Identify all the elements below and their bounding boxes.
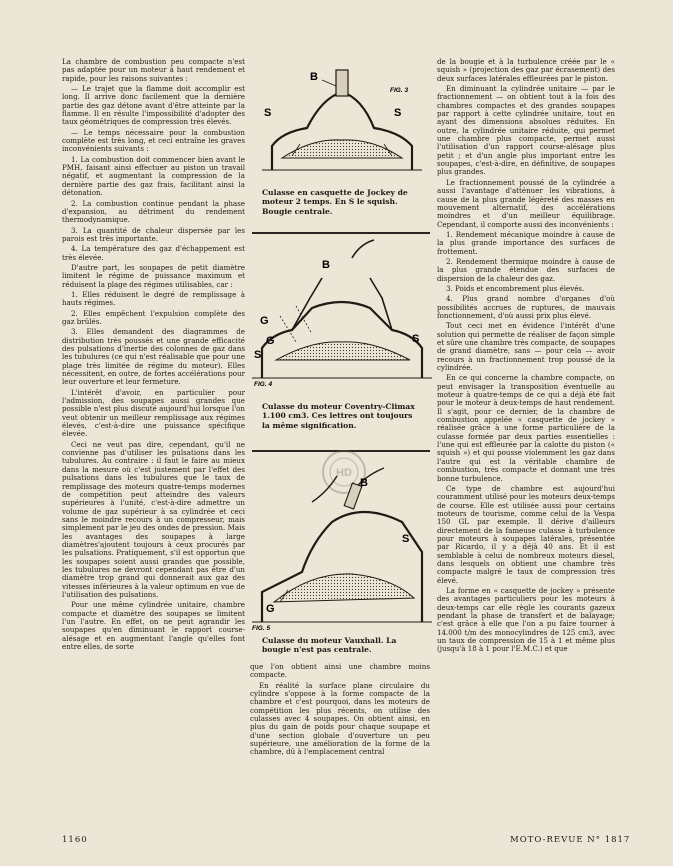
middle-text-column (250, 663, 430, 828)
paragraph: 1. La combustion doit commencer bien avant le PMH, faisant ainsi effectuer au piston un travail négatif, et augmentant la compression de la dernière partie des gaz frais, facilitant ainsi la détonation. (62, 154, 245, 198)
paragraph: 1. Elles réduisent le degré de remplissage à hauts régimes. (62, 289, 245, 308)
paragraph: Ce type de chambre est aujourd'hui couramment utilisé pour les moteurs deux-temps de course. Elle est utilisée aussi pour certains moteurs de tourisme, comme celui de la Vespa 150 GL par exemple. Il dérive d'ailleurs directement de la fameuse culasse à turbulence pour moteurs à soupapes latérales, présentée par Ricardo, il y a déjà 40 ans. Et il est semblable à celui de nombreux moteurs diesel, dans lesquels on obtient une chambre très compacte malgré le taux de compression très élevé. (437, 483, 615, 585)
magazine-issue: MOTO-REVUE N° 1817 (510, 835, 631, 845)
label-s-right: S (394, 107, 402, 119)
paragraph: Ceci ne veut pas dire, cependant, qu'il ne convienne pas d'utiliser les pulsations dans les tubulures. Au contraire : il faut le faire au mieux dans la mesure où c'est justement par l'effet des pulsations dans les tubulures que le taux de remplissage des moteurs quatre-temps modernes de compétition peut atteindre des valeurs supérieures à l'unité, c'est-à-dire admettre un volume de gaz supérieur à sa cylindrée et ceci sans le moindre recours à un compresseur, mais simplement par le jeu des ondes de pression. Mais les avantages des soupapes à large diamètres'ajoutent toujours à ceux procurés par les pulsations. Pratiquement, s'il est opportun que les soupapes soient aussi grandes que possible, les tubulures ne devront cependant pas être d'un diamètre trop grand qui donnerait aux gaz des vitesses inférieures à la valeur optimum en vue de l'utilisation des pulsations. (62, 439, 245, 599)
label-b: B (322, 259, 330, 271)
paragraph: 1. Rendement mécanique moindre à cause de la plus grande importance des surfaces de frottement. (437, 229, 615, 256)
cylinder-head-diagram (252, 462, 432, 632)
left-text-column (62, 58, 245, 828)
paragraph: La forme en « casquette de jockey » présente des avantages particuliers pour les moteurs à deux-temps car elle règle les courants gazeux pendant la phase de transfert et de balayage; c'est grâce à elle que l'on a pu faire tourner à 14.000 t/m des monocylindres de 125 cm3, avec un taux de compression de 15 à 1 et même plus (jusqu'à 18 à 1 pour l'E.M.C.) et que (437, 585, 615, 654)
paragraph: — Le temps nécessaire pour la combustion complète est très long, et ceci entraîne les graves inconvénients suivants : (62, 127, 245, 154)
svg-text:HD: HD (336, 467, 352, 479)
label-s-left: S (264, 107, 272, 119)
paragraph: L'intérêt d'avoir, en particulier pour l'admission, des soupapes aussi grandes que possible n'est plus discuté aujourd'hui lorsque l'on veut obtenir un meilleur remplissage aux régimes élevés, c'est-à-dire une puissance spécifique élevée. (62, 387, 245, 439)
figure-tag: FIG. 3 (390, 87, 409, 94)
paragraph: 3. Elles demandent des diagrammes de distribution très poussés et une grande efficacité des pulsations d'inertie des colonnes de gaz dans les tubulures (ce qui n'est réalisable que pour une plage très limitée de régime du moteur). Elles nécessitent, en outre, de fortes accélérations pour leur ouverture et leur fermeture. (62, 327, 245, 387)
paragraph: D'autre part, les soupapes de petit diamètre limitent le régime de puissance maximum et réduisent la plage des régimes utilisables, car : (62, 262, 245, 289)
figure-4 (252, 238, 432, 388)
paragraph: Pour une même cylindrée unitaire, chambre compacte et diamètre des soupapes se limitent l'un l'autre. En effet, on ne peut agrandir les soupapes qu'en diminuant le rapport course-alésage et en augmentant l'angle qu'elles font entre elles, de sorte (62, 600, 245, 652)
label-b: B (360, 477, 368, 489)
figure-3-caption: Culasse en casquette de Jockey de moteur 2 temps. En S le squish. Bougie centrale. (262, 188, 408, 216)
paragraph: 2. Elles empêchent l'expulsion complète des gaz brûlés. (62, 308, 245, 326)
paragraph: En ce qui concerne la chambre compacte, on peut envisager la transposition éventuelle au moteur à quatre-temps de ce qui a déjà été fait pour le moteur à deux-temps de haut rendement. Il s'agit, pour ce dernier, de la chambre de combustion appelée « casquette de jockey » réalisée grâce à une forme particulière de la culasse formée par deux parties essentielles : l'une qui est effleurée par la calotte du piston (« squish ») et qui pousse violemment les gaz dans l'autre qui est la véritable chambre de combustion, très compacte et donnant une très bonne turbulence. (437, 373, 615, 483)
paragraph: Tout ceci met en évidence l'intérêt d'une solution qui permette de réaliser de façon simple et sûre une chambre très compacte, de soupapes de grand diamètre, sans — pour cela — avoir recours à un fractionnement trop poussé de la cylindrée. (437, 321, 615, 373)
paragraph: 2. La combustion continue pendant la phase d'expansion, au détriment du rendement thermodynamique. (62, 198, 245, 225)
figure-5 (252, 462, 432, 632)
label-s-left: S (254, 349, 262, 361)
paragraph: Le fractionnement poussé de la cylindrée a aussi l'avantage d'atténuer les vibrations, à cause de la plus grande légèreté des masses en mouvement alternatif, des accélérations moindres et d'un meilleur équilibrage. Cependant, il comporte aussi des inconvénients : (437, 177, 615, 229)
label-g: G (266, 603, 275, 615)
label-g-left-2: G (266, 335, 275, 347)
paragraph: 3. La quantité de chaleur dispersée par les parois est très importante. (62, 225, 245, 243)
paragraph: de la bougie et à la turbulence créée par le « squish » (projection des gaz par écrasement) des deux surfaces latérales effleurées par le piston. (437, 58, 615, 83)
paragraph: En diminuant la cylindrée unitaire — par le fractionnement — on obtient tout à la fois des chambres compactes et des grandes soupapes par rapport à cette cylindrée unitaire, tout en ayant des dimensions absolues réduites. En outre, la cylindrée unitaire réduite, qui permet une chambre plus compacte, permet aussi l'utilisation d'un rapport course-alésage plus petit ; et d'un angle plus important entre les soupapes, c'est-à-dire, en définitive, de soupapes plus grandes. (437, 84, 615, 177)
cylinder-head-diagram (252, 238, 432, 388)
right-text-column (437, 58, 615, 828)
cylinder-head-diagram (252, 58, 432, 183)
figure-tag: FIG. 4 (254, 381, 273, 388)
figure-3 (252, 58, 432, 183)
label-b: B (310, 71, 318, 83)
paragraph: 4. Plus grand nombre d'organes d'où possibilités accrues de ruptures, de mauvais fonctionnement, d'où aussi prix plus élevé. (437, 294, 615, 320)
figure-tag: FIG. 5 (252, 625, 271, 632)
figure-4-caption: Culasse du moteur Coventry-Climax 1.100 cm3. Ces lettres ont toujours la même signification. (262, 402, 415, 430)
paragraph: 4. La température des gaz d'échappement est très élevée. (62, 244, 245, 262)
paragraph: La chambre de combustion peu compacte n'est pas adaptée pour un moteur à haut rendement et rapide, pour les raisons suivantes : (62, 58, 245, 83)
paragraph: 3. Poids et encombrement plus élevés. (446, 283, 585, 293)
paragraph: — Le trajet que la flamme doit accomplir est long. Il arrive donc facilement que la dernière partie des gaz détone avant d'être atteinte par la flamme. Il en résulte l'impossibilité d'adopter des taux géométriques de compression très élevés. (62, 84, 245, 127)
label-s: S (402, 533, 410, 545)
page-number: 1160 (62, 835, 88, 845)
figure-separator (252, 232, 430, 234)
paragraph: que l'on obtient ainsi une chambre moins compacte. (250, 663, 430, 680)
paragraph: 2. Rendement thermique moindre à cause de la plus grande étendue des surfaces de dispersion de la chaleur des gaz. (437, 256, 615, 283)
label-g-left: G (260, 315, 269, 327)
paragraph: En réalité la surface plane circulaire du cylindre s'oppose à la forme compacte de la chambre et c'est pourquoi, dans les moteurs de compétition les plus récents, on utilise des culasses avec 4 soupapes. On obtient ainsi, en plus du gain de poids pour chaque soupape et d'une section globale d'ouverture un peu supérieure, une amélioration de la forme de la chambre, dû à l'emplacement central (250, 680, 430, 757)
figure-5-caption: Culasse du moteur Vauxhall. La bougie n'est pas centrale. (262, 636, 397, 655)
label-s-right: S (412, 333, 420, 345)
